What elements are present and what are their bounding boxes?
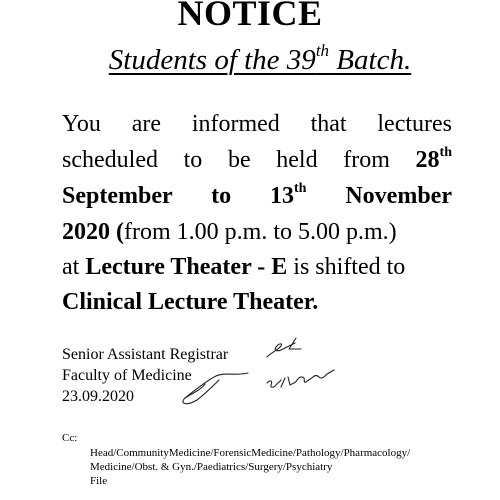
subtitle-text-before: Students of the 39 — [108, 44, 316, 76]
new-venue: Clinical Lecture Theater. — [62, 289, 319, 315]
end-date-day-suffix: th — [294, 181, 307, 196]
body-line-3-start: September to 13 — [62, 183, 294, 209]
time-range-text: from 1.00 p.m. to 5.00 p.m.) — [124, 219, 397, 245]
year-text: 2020 ( — [62, 219, 124, 245]
body-line-3 — [62, 178, 452, 214]
body-line-5 — [62, 249, 452, 285]
handwritten-signature — [175, 330, 365, 410]
body-line-5-start: at — [62, 254, 86, 280]
body-line-4 — [62, 214, 452, 250]
body-line-3-end: November — [306, 183, 452, 209]
original-venue: Lecture Theater - E — [85, 254, 288, 280]
notice-date: 23.09.2020 — [62, 388, 134, 405]
cc-line-1: Head/CommunityMedicine/ForensicMedicine/Pathology/Pharmacology/ — [90, 447, 411, 459]
start-date-day: 28 — [415, 147, 440, 173]
signatory-faculty: Faculty of Medicine — [62, 367, 192, 384]
notice-title: NOTICE — [177, 0, 323, 33]
body-line-5-end: is shifted to — [287, 254, 406, 280]
body-line-2-text: scheduled to be held from — [62, 147, 416, 173]
subtitle-underlined-text — [108, 41, 412, 76]
cc-line-2: Medicine/Obst. & Gyn./Paediatrics/Surgery/Psychiatry — [90, 461, 333, 473]
cc-label: Cc: — [62, 432, 78, 444]
start-date-day-suffix: th — [439, 145, 452, 160]
cc-line-3: File — [90, 475, 108, 487]
body-line-1: You are informed that lectures — [62, 111, 452, 137]
notice-subtitle — [0, 42, 500, 78]
subtitle-text-after: Batch. — [329, 44, 412, 76]
signatory-title: Senior Assistant Registrar — [62, 346, 229, 363]
subtitle-superscript: th — [315, 41, 330, 60]
body-line-2 — [62, 142, 452, 178]
